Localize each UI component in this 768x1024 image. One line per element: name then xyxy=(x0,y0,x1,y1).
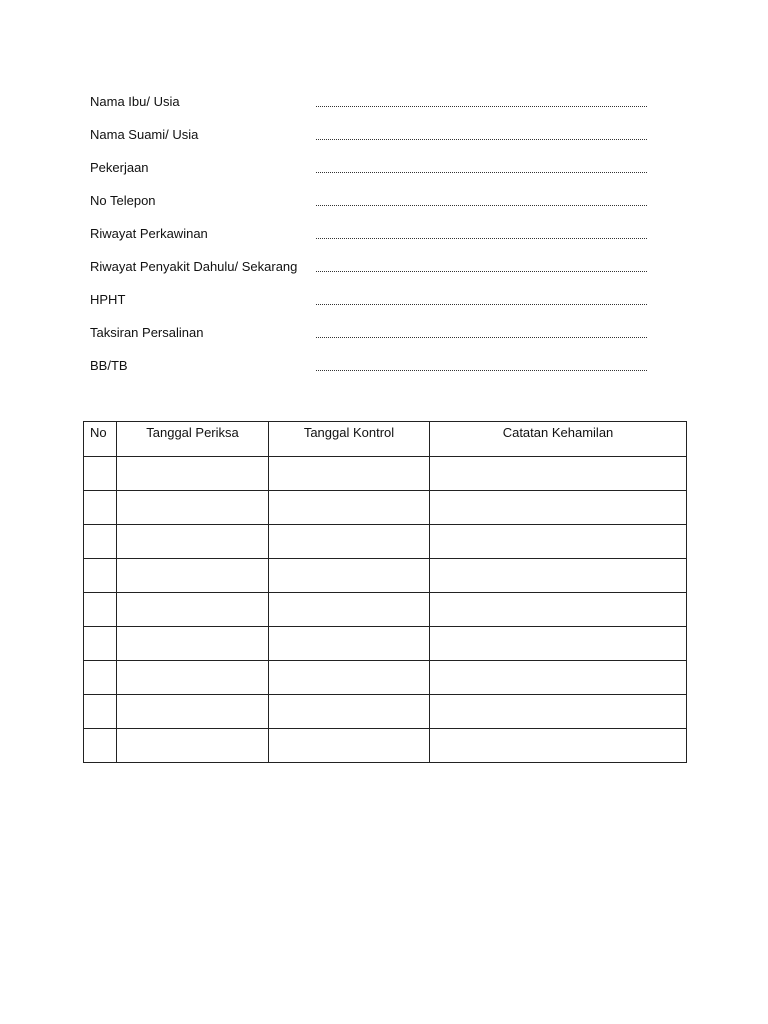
field-label: No Telepon xyxy=(90,193,156,208)
cell-no[interactable] xyxy=(84,627,117,661)
cell-tanggal-periksa[interactable] xyxy=(117,729,269,763)
cell-tanggal-kontrol[interactable] xyxy=(269,661,430,695)
field-riwayat-perkawinan xyxy=(90,224,650,257)
field-label: Taksiran Persalinan xyxy=(90,325,204,340)
cell-tanggal-kontrol[interactable] xyxy=(269,457,430,491)
field-label: Riwayat Penyakit Dahulu/ Sekarang xyxy=(90,259,298,274)
cell-catatan-kehamilan[interactable] xyxy=(430,593,687,627)
field-dotted-line[interactable] xyxy=(316,139,647,140)
table-row xyxy=(84,729,687,763)
cell-tanggal-kontrol[interactable] xyxy=(269,491,430,525)
cell-catatan-kehamilan[interactable] xyxy=(430,729,687,763)
cell-catatan-kehamilan[interactable] xyxy=(430,661,687,695)
field-dotted-line[interactable] xyxy=(316,106,647,107)
field-label: BB/TB xyxy=(90,358,128,373)
cell-tanggal-periksa[interactable] xyxy=(117,491,269,525)
field-taksiran-persalinan xyxy=(90,323,650,356)
field-label: Riwayat Perkawinan xyxy=(90,226,208,241)
table-row xyxy=(84,491,687,525)
cell-no[interactable] xyxy=(84,729,117,763)
cell-tanggal-kontrol[interactable] xyxy=(269,695,430,729)
cell-no[interactable] xyxy=(84,525,117,559)
table-row xyxy=(84,661,687,695)
cell-tanggal-kontrol[interactable] xyxy=(269,525,430,559)
field-dotted-line[interactable] xyxy=(316,271,647,272)
field-dotted-line[interactable] xyxy=(316,304,647,305)
patient-info-form xyxy=(90,92,650,389)
field-label: Pekerjaan xyxy=(90,160,149,175)
cell-tanggal-periksa[interactable] xyxy=(117,661,269,695)
examination-table xyxy=(83,421,687,763)
table-row xyxy=(84,593,687,627)
header-tanggal-periksa: Tanggal Periksa xyxy=(117,422,269,457)
field-dotted-line[interactable] xyxy=(316,238,647,239)
cell-tanggal-periksa[interactable] xyxy=(117,525,269,559)
table-row xyxy=(84,695,687,729)
field-dotted-line[interactable] xyxy=(316,337,647,338)
cell-no[interactable] xyxy=(84,661,117,695)
cell-no[interactable] xyxy=(84,695,117,729)
cell-tanggal-kontrol[interactable] xyxy=(269,627,430,661)
cell-tanggal-periksa[interactable] xyxy=(117,593,269,627)
field-nama-ibu-usia xyxy=(90,92,650,125)
field-dotted-line[interactable] xyxy=(316,370,647,371)
header-catatan-kehamilan: Catatan Kehamilan xyxy=(430,422,687,457)
cell-catatan-kehamilan[interactable] xyxy=(430,457,687,491)
field-label: HPHT xyxy=(90,292,126,307)
field-label: Nama Suami/ Usia xyxy=(90,127,199,142)
table-header-row xyxy=(84,422,687,457)
field-hpht xyxy=(90,290,650,323)
field-dotted-line[interactable] xyxy=(316,205,647,206)
field-riwayat-penyakit xyxy=(90,257,650,290)
cell-tanggal-kontrol[interactable] xyxy=(269,593,430,627)
field-dotted-line[interactable] xyxy=(316,172,647,173)
table-row xyxy=(84,627,687,661)
field-bb-tb xyxy=(90,356,650,389)
cell-tanggal-kontrol[interactable] xyxy=(269,559,430,593)
cell-tanggal-kontrol[interactable] xyxy=(269,729,430,763)
field-nama-suami-usia xyxy=(90,125,650,158)
cell-catatan-kehamilan[interactable] xyxy=(430,491,687,525)
cell-catatan-kehamilan[interactable] xyxy=(430,627,687,661)
cell-tanggal-periksa[interactable] xyxy=(117,559,269,593)
cell-catatan-kehamilan[interactable] xyxy=(430,695,687,729)
table-row xyxy=(84,559,687,593)
cell-tanggal-periksa[interactable] xyxy=(117,627,269,661)
field-no-telepon xyxy=(90,191,650,224)
cell-no[interactable] xyxy=(84,593,117,627)
cell-catatan-kehamilan[interactable] xyxy=(430,559,687,593)
table-row xyxy=(84,525,687,559)
field-label: Nama Ibu/ Usia xyxy=(90,94,180,109)
header-no: No xyxy=(84,422,117,457)
cell-no[interactable] xyxy=(84,491,117,525)
field-pekerjaan xyxy=(90,158,650,191)
table-row xyxy=(84,457,687,491)
cell-tanggal-periksa[interactable] xyxy=(117,457,269,491)
header-tanggal-kontrol: Tanggal Kontrol xyxy=(269,422,430,457)
cell-tanggal-periksa[interactable] xyxy=(117,695,269,729)
cell-no[interactable] xyxy=(84,457,117,491)
cell-catatan-kehamilan[interactable] xyxy=(430,525,687,559)
cell-no[interactable] xyxy=(84,559,117,593)
